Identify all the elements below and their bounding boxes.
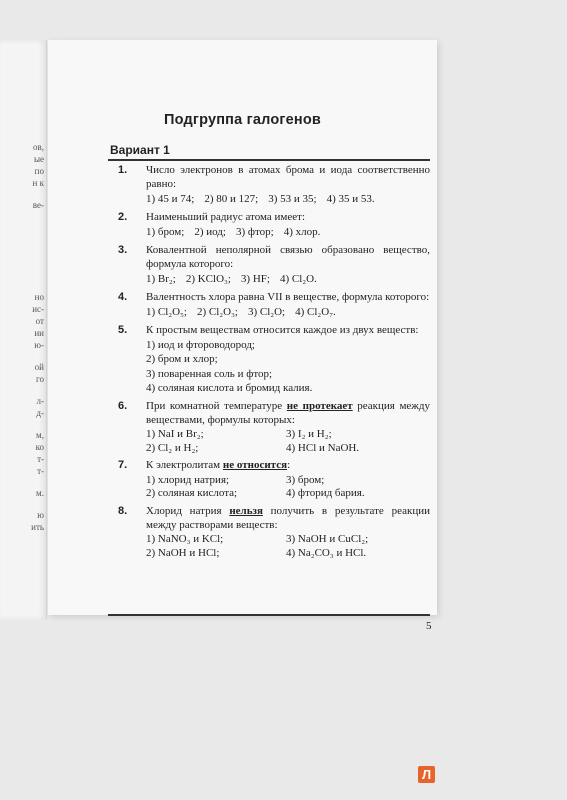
question-number: 4.	[118, 290, 128, 303]
left-fragment: л-	[36, 396, 44, 406]
left-fragment: д-	[36, 408, 44, 418]
question-number: 7.	[118, 459, 128, 472]
option: 1) Cl₂O₅;	[146, 306, 187, 319]
variant-heading: Вариант 1	[110, 143, 170, 157]
question-text: К простым веществам относится каждое из двух веществ:	[146, 323, 419, 336]
left-fragment: т-	[37, 466, 44, 476]
question-options	[146, 226, 430, 240]
question-7	[108, 459, 430, 501]
left-fragment: т-	[37, 454, 44, 464]
question-text: Число электронов в атомах брома и иода соответственно равно:	[146, 164, 430, 190]
option: 4) Na₂CO₃ и HCl.	[286, 546, 367, 559]
left-fragment: ю	[37, 510, 44, 520]
question-text: Ковалентной неполярной связью образовано вещество, формула которого:	[146, 243, 430, 270]
bottom-rule	[108, 614, 430, 616]
option: 1) бром;	[146, 226, 185, 239]
left-fragment: го	[36, 374, 44, 384]
question-options	[146, 533, 430, 560]
option: 1) NaNO₃ и KCl;	[146, 533, 224, 546]
question-number: 6.	[118, 399, 128, 412]
option: 1) иод и фтороводород;	[146, 338, 255, 351]
option: 4) Cl₂O.	[279, 273, 317, 286]
question-number: 8.	[118, 505, 128, 518]
question-8	[108, 505, 430, 560]
question-6	[108, 400, 430, 455]
question-number: 2.	[118, 210, 128, 223]
question-text: При комнатной температуре не протекает реакция между веществами, формулы которых:	[146, 399, 430, 426]
question-options	[146, 474, 430, 501]
left-fragment: ить	[31, 522, 44, 532]
question-text: Хлорид натрия нельзя получить в результате реакции между растворами веществ:	[146, 505, 430, 531]
option: 3) NaOH и CuCl₂;	[286, 533, 369, 546]
left-fragment: по	[34, 166, 44, 176]
left-fragment: ии	[34, 328, 44, 338]
left-fragment: ко	[35, 442, 44, 452]
question-number: 1.	[118, 164, 128, 176]
option: 1) хлорид натрия;	[146, 473, 230, 486]
option: 3) бром;	[286, 473, 325, 486]
option: 3) I₂ и H₂;	[286, 428, 332, 441]
left-fragment: ве-	[32, 200, 44, 210]
option: 4) фторид бария.	[286, 487, 365, 500]
option: 2) 80 и 127;	[204, 193, 259, 206]
option: 2) соляная кислота;	[146, 487, 238, 500]
left-fragment: ю-	[34, 340, 44, 350]
left-fragment: ые	[33, 154, 44, 164]
option: 3) фтор;	[235, 226, 274, 239]
option: 4) хлор.	[283, 226, 321, 239]
option: 1) Br₂;	[146, 273, 176, 286]
option: 2) KClO₃;	[185, 273, 231, 286]
emphasis: нельзя	[229, 505, 263, 518]
option: 4) 35 и 53.	[326, 193, 375, 206]
question-text: Наименьший радиус атома имеет:	[146, 210, 305, 223]
left-fragment: м,	[36, 430, 44, 440]
option: 1) 45 и 74;	[146, 193, 195, 206]
question-number: 5.	[118, 323, 128, 336]
left-page-edge	[0, 40, 47, 620]
option: 3) 53 и 35;	[268, 193, 317, 206]
option: 2) иод;	[194, 226, 226, 239]
option: 3) HF;	[240, 273, 270, 286]
left-fragment: от	[35, 316, 44, 326]
emphasis: не относится	[222, 459, 288, 472]
left-fragment: ой	[34, 362, 44, 372]
question-options	[146, 273, 430, 287]
option: 2) бром и хлор;	[146, 353, 218, 366]
emphasis: не протекает	[286, 399, 353, 412]
left-fragment: м.	[36, 488, 44, 498]
question-text: К электролитам не относится:	[146, 459, 291, 472]
question-number: 3.	[118, 243, 128, 256]
question-5	[108, 324, 430, 396]
option: 3) Cl₂O;	[247, 306, 286, 319]
question-options	[146, 193, 430, 207]
page-title: Подгруппа галогенов	[163, 112, 322, 128]
question-text: Валентность хлора равна VII в веществе, формула которого:	[146, 290, 430, 303]
left-fragment: ис-	[32, 304, 44, 314]
question-options	[146, 428, 430, 455]
question-4	[108, 291, 430, 320]
left-fragment: н к	[32, 178, 44, 188]
question-2	[108, 211, 430, 240]
question-options	[146, 306, 430, 320]
page-number: 5	[426, 620, 432, 632]
question-3	[108, 244, 430, 287]
option: 1) NaI и Br₂;	[146, 428, 204, 441]
option: 4) HCl и NaOH.	[286, 441, 360, 454]
option: 4) Cl₂O₇.	[295, 306, 336, 319]
option: 2) Cl₂ и H₂;	[146, 441, 199, 454]
option: 2) Cl₂O₃;	[196, 306, 238, 319]
left-fragment: но	[34, 292, 44, 302]
left-fragment: ов,	[33, 142, 44, 152]
question-1	[108, 164, 430, 207]
questions-list	[108, 164, 430, 560]
book-page	[48, 40, 437, 615]
top-rule	[108, 159, 430, 161]
option: 4) соляная кислота и бромид калия.	[146, 382, 313, 395]
option: 2) NaOH и HCl;	[146, 546, 220, 559]
option: 3) поваренная соль и фтор;	[146, 367, 273, 380]
publisher-logo-icon: Л	[418, 766, 435, 783]
